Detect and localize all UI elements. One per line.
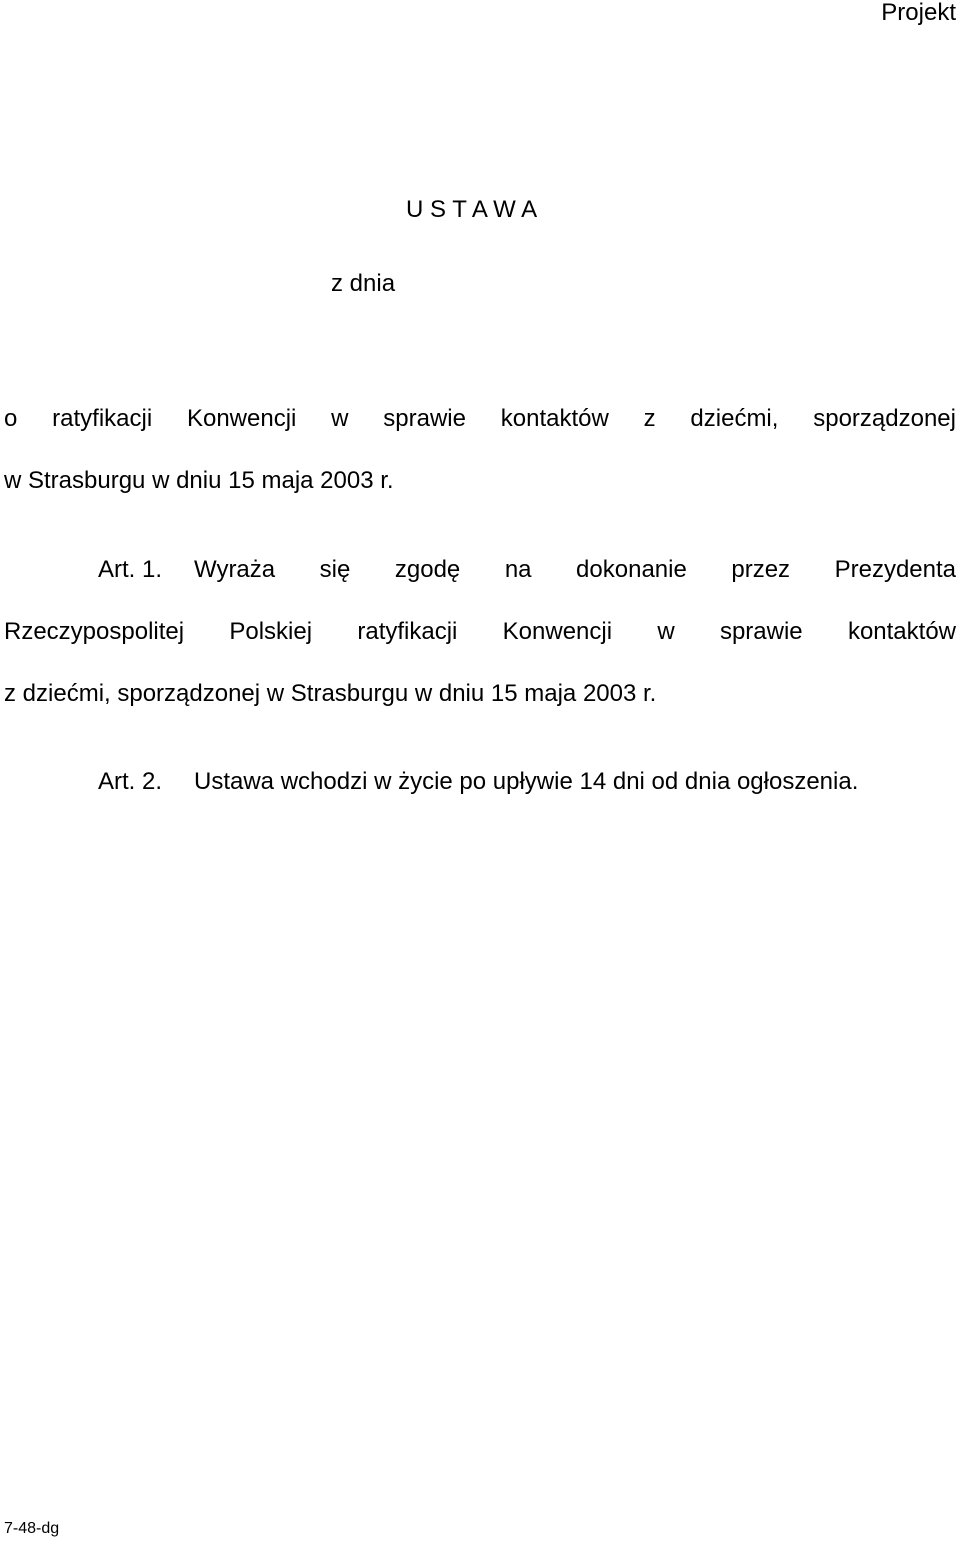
document-title: U S T A W A (406, 196, 538, 223)
article-1-label: Art. 1. (98, 556, 163, 583)
article-2-label: Art. 2. (98, 768, 163, 795)
subject-line-1: o ratyfikacji Konwencji w sprawie kontaktów z dziećmi, sporządzonej (4, 405, 956, 432)
article-1-line-3: z dziećmi, sporządzonej w Strasburgu w dniu 15 maja 2003 r. (4, 680, 657, 707)
document-code: 7-48-dg (4, 1520, 60, 1537)
document-date-line: z dnia (331, 270, 396, 297)
project-label: Projekt (881, 0, 956, 26)
article-1-line-1: Wyraża się zgodę na dokonanie przez Prezydenta (194, 556, 956, 583)
article-2-text: Ustawa wchodzi w życie po upływie 14 dni od dnia ogłoszenia. (194, 768, 859, 795)
article-1-line-2: Rzeczypospolitej Polskiej ratyfikacji Konwencji w sprawie kontaktów (4, 618, 956, 645)
subject-line-2: w Strasburgu w dniu 15 maja 2003 r. (4, 467, 394, 494)
